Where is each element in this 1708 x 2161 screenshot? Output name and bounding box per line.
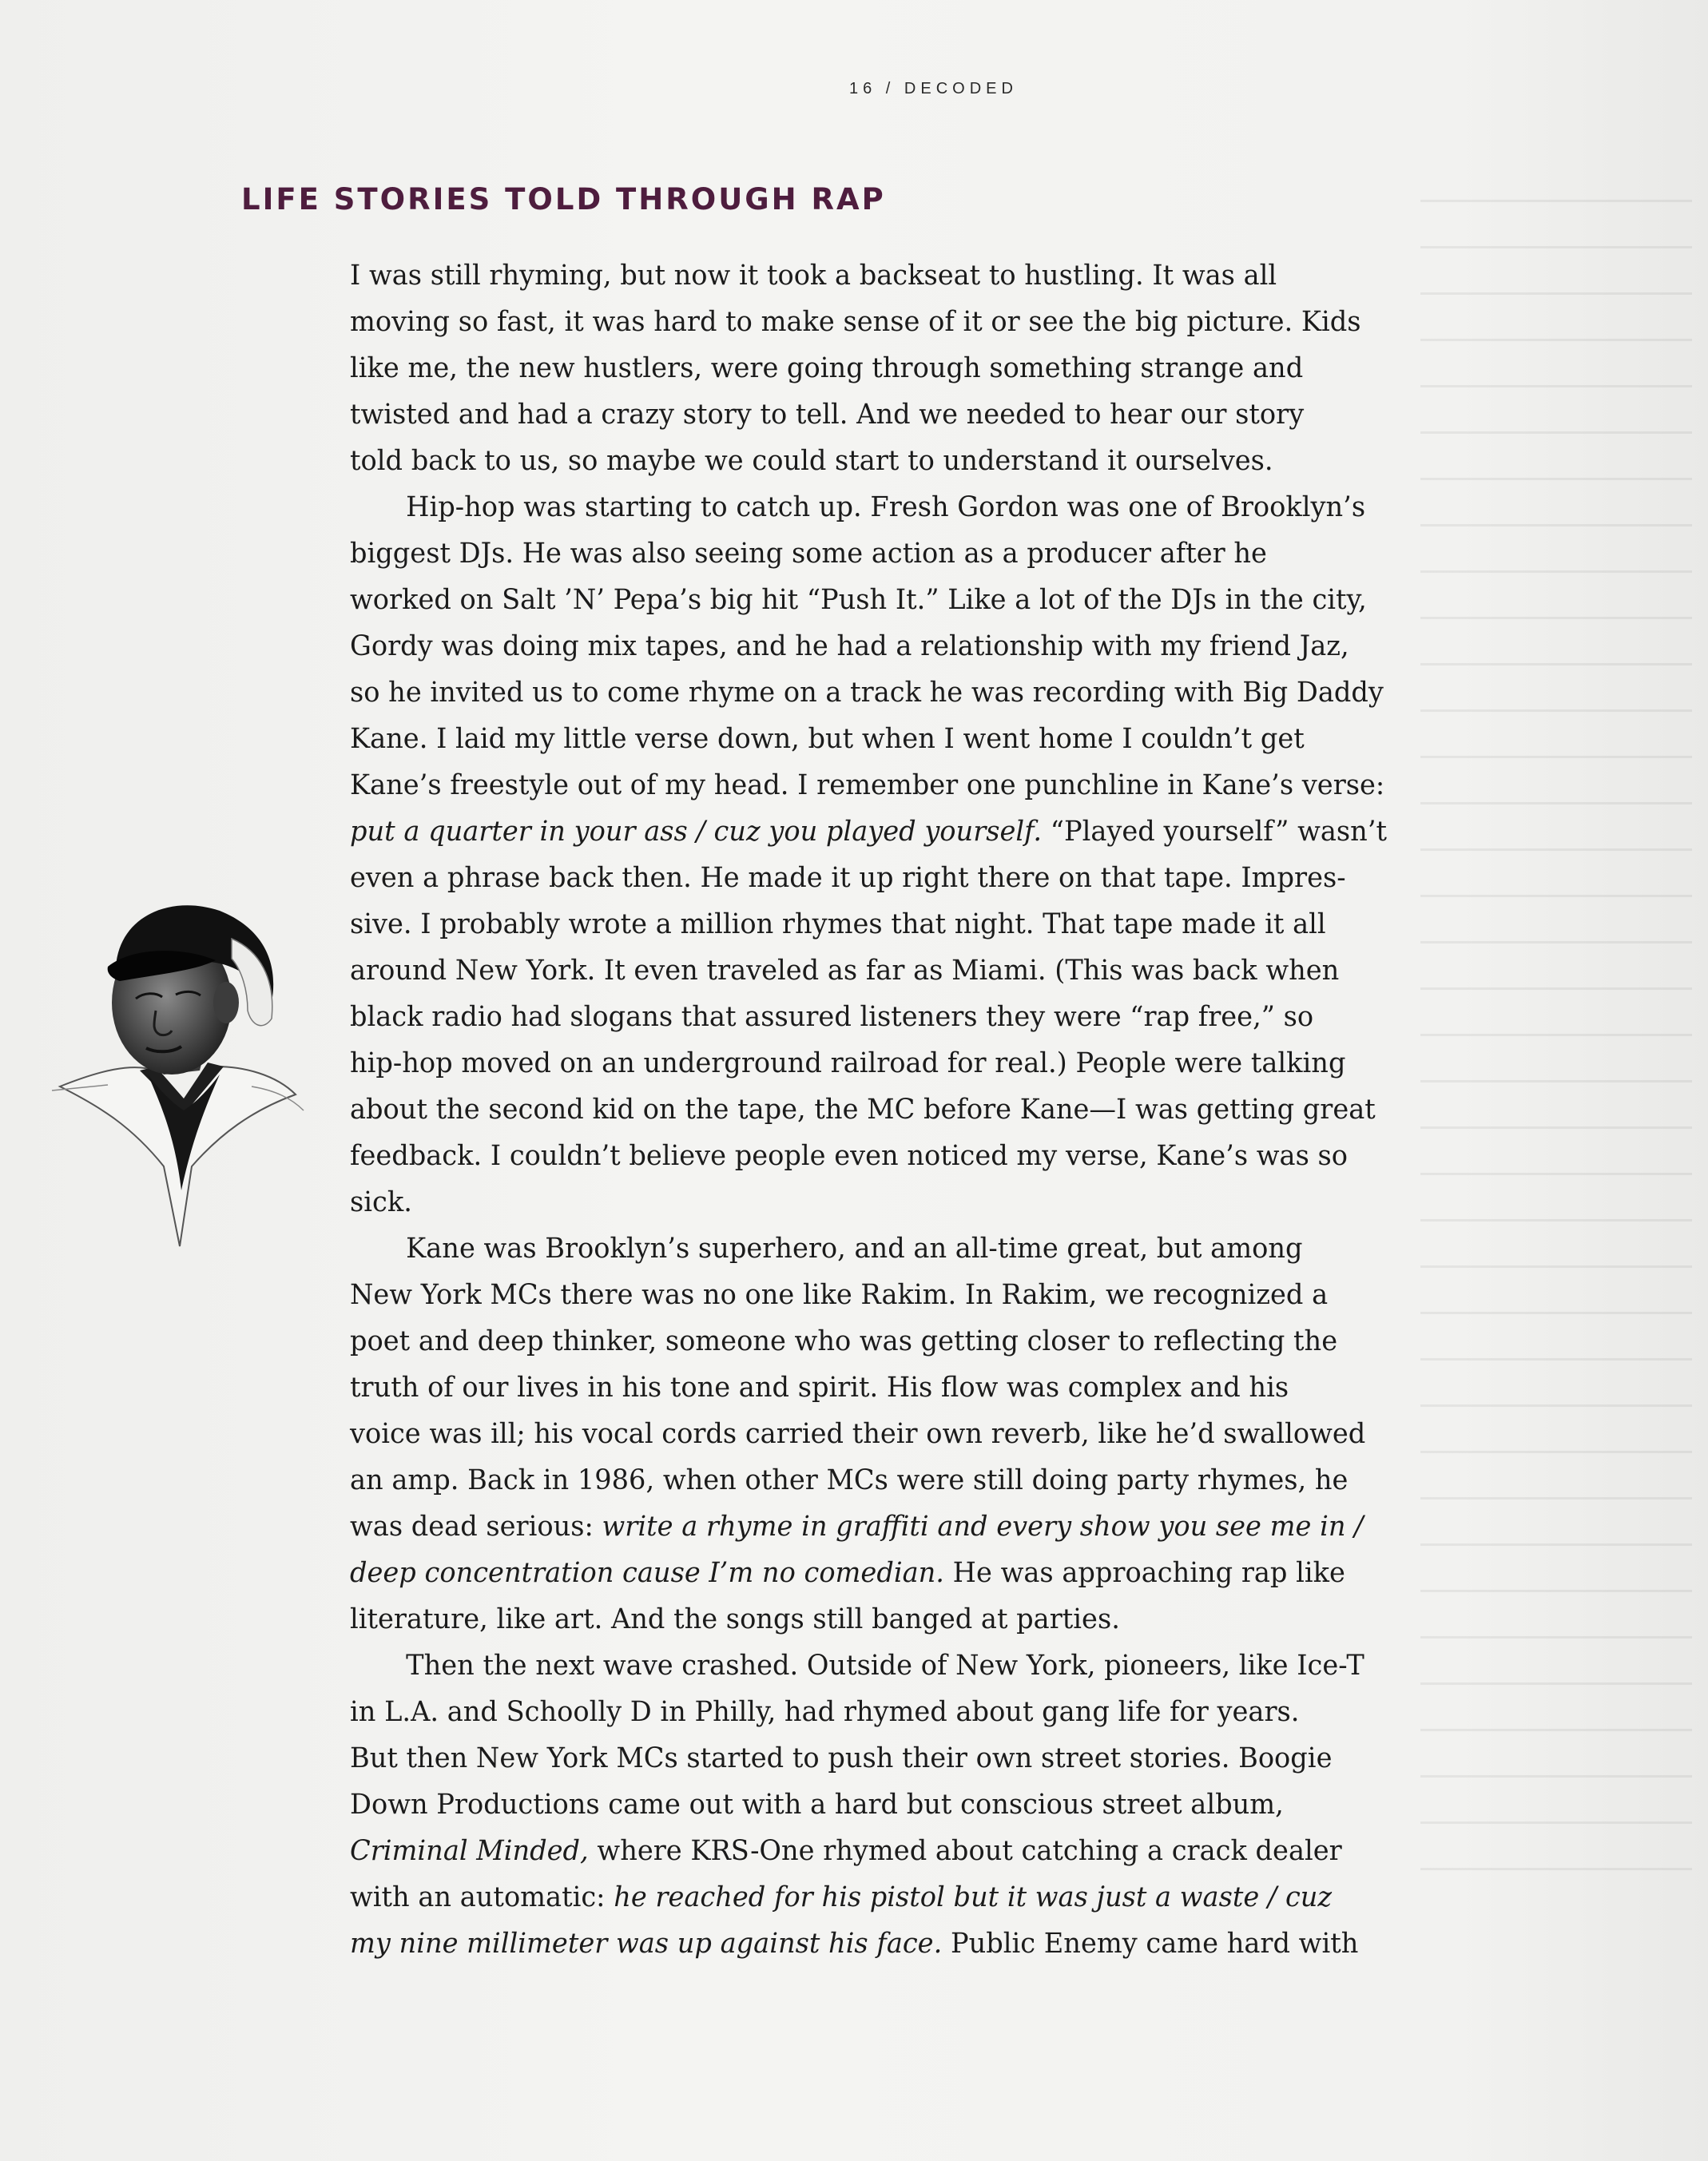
text-segment: like me, the new hustlers, were going through something strange and (350, 352, 1304, 384)
text-segment: biggest DJs. He was also seeing some action as a producer after he (350, 538, 1267, 570)
text-line (350, 716, 1564, 762)
section-title: LIFE STORIES TOLD THROUGH RAP (241, 182, 886, 216)
text-line (350, 1596, 1564, 1643)
italic-quote: he reached for his pistol but it was just a waste / cuz (614, 1881, 1333, 1913)
text-line (350, 947, 1564, 994)
text-line (350, 1086, 1564, 1133)
body-text (350, 252, 1596, 1967)
text-segment: Public Enemy came hard with (942, 1928, 1359, 1960)
text-line (350, 1179, 1564, 1225)
text-line (350, 669, 1564, 716)
italic-quote: Criminal Minded, (350, 1835, 589, 1867)
text-segment: hip-hop moved on an underground railroad for real.) People were talking (350, 1047, 1346, 1079)
text-segment: an amp. Back in 1986, when other MCs were still doing party rhymes, he (350, 1464, 1349, 1496)
text-segment: poet and deep thinker, someone who was getting closer to reflecting the (350, 1325, 1338, 1357)
text-segment: around New York. It even traveled as far as Miami. (This was back when (350, 955, 1340, 987)
text-line (350, 484, 1564, 530)
text-segment: Kane was Brooklyn’s superhero, and an all-time great, but among (406, 1233, 1303, 1265)
text-segment: where KRS-One rhymed about catching a crack dealer (588, 1835, 1342, 1867)
italic-quote: write a rhyme in graffiti and every show you see me in / (602, 1511, 1364, 1543)
text-line (350, 1874, 1564, 1921)
text-line (350, 808, 1564, 855)
text-line (350, 994, 1564, 1040)
text-segment: literature, like art. And the songs still banged at parties. (350, 1603, 1120, 1635)
text-segment: But then New York MCs started to push their own street stories. Boogie (350, 1742, 1333, 1774)
text-line (350, 530, 1564, 577)
text-segment: sick. (350, 1186, 412, 1218)
italic-quote: my nine millimeter was up against his face. (350, 1928, 943, 1960)
text-segment: so he invited us to come rhyme on a track he was recording with Big Daddy (350, 677, 1384, 709)
text-segment: New York MCs there was no one like Rakim. In Rakim, we recognized a (350, 1279, 1329, 1311)
text-line (350, 762, 1564, 808)
text-line (350, 1782, 1564, 1828)
text-segment: He was approaching rap like (943, 1557, 1345, 1589)
text-line (350, 1643, 1564, 1689)
text-line (350, 345, 1564, 391)
text-line (350, 1921, 1564, 1967)
text-segment: feedback. I couldn’t believe people even noticed my verse, Kane’s was so (350, 1140, 1348, 1172)
text-segment: Gordy was doing mix tapes, and he had a relationship with my friend Jaz, (350, 630, 1349, 662)
text-line (350, 252, 1564, 299)
text-segment: Kane’s freestyle out of my head. I remember one punchline in Kane’s verse: (350, 769, 1385, 801)
italic-quote: put a quarter in your ass / cuz you played yourself. (350, 816, 1043, 848)
text-line (350, 1735, 1564, 1782)
text-line (350, 1504, 1564, 1550)
text-line (350, 1272, 1564, 1318)
text-segment: “Played yourself” wasn’t (1042, 816, 1388, 848)
text-line (350, 1040, 1564, 1086)
text-line (350, 623, 1564, 669)
text-segment: twisted and had a crazy story to tell. And we needed to hear our story (350, 399, 1305, 431)
text-line (350, 1828, 1564, 1874)
text-segment: even a phrase back then. He made it up right there on that tape. Impres- (350, 862, 1346, 894)
text-line (350, 1133, 1564, 1179)
text-segment: in L.A. and Schoolly D in Philly, had rhymed about gang life for years. (350, 1696, 1300, 1728)
text-segment: truth of our lives in his tone and spirit. His flow was complex and his (350, 1372, 1289, 1404)
text-line (350, 1411, 1564, 1457)
text-segment: was dead serious: (350, 1511, 602, 1543)
text-segment: with an automatic: (350, 1881, 614, 1913)
text-segment: Hip-hop was starting to catch up. Fresh Gordon was one of Brooklyn’s (406, 491, 1366, 523)
text-segment: Kane. I laid my little verse down, but when I went home I couldn’t get (350, 723, 1305, 755)
text-line (350, 1457, 1564, 1504)
text-segment: black radio had slogans that assured listeners they were “rap free,” so (350, 1001, 1314, 1033)
text-line (350, 855, 1564, 901)
text-segment: sive. I probably wrote a million rhymes that night. That tape made it all (350, 908, 1326, 940)
text-segment: Then the next wave crashed. Outside of New York, pioneers, like Ice-T (406, 1650, 1364, 1682)
text-line (350, 577, 1564, 623)
text-segment: Down Productions came out with a hard but conscious street album, (350, 1789, 1284, 1821)
text-segment: about the second kid on the tape, the MC before Kane—I was getting great (350, 1094, 1376, 1126)
text-line (350, 1225, 1564, 1272)
text-line (350, 1318, 1564, 1365)
running-head: 16 / DECODED (849, 80, 1018, 97)
text-line (350, 1550, 1564, 1596)
italic-quote: deep concentration cause I’m no comedian. (350, 1557, 944, 1589)
text-segment: moving so fast, it was hard to make sense of it or see the big picture. Kids (350, 306, 1361, 338)
text-segment: voice was ill; his vocal cords carried their own reverb, like he’d swallowed (350, 1418, 1366, 1450)
text-line (350, 391, 1564, 438)
portrait-illustration (44, 871, 308, 1270)
text-line (350, 299, 1564, 345)
text-line (350, 901, 1564, 947)
text-line (350, 1689, 1564, 1735)
text-line (350, 438, 1564, 484)
text-segment: worked on Salt ’N’ Pepa’s big hit “Push It.” Like a lot of the DJs in the city, (350, 584, 1367, 616)
text-segment: I was still rhyming, but now it took a backseat to hustling. It was all (350, 260, 1277, 292)
text-line (350, 1365, 1564, 1411)
text-segment: told back to us, so maybe we could start to understand it ourselves. (350, 445, 1273, 477)
